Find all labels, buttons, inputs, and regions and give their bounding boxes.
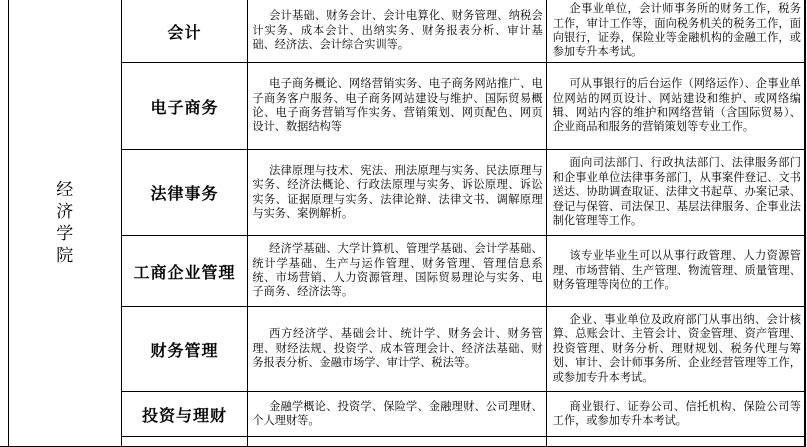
table-row bbox=[0, 150, 805, 236]
left-margin-cell bbox=[0, 0, 8, 447]
major-name: 财务管理 bbox=[121, 307, 248, 392]
table-row bbox=[0, 0, 805, 63]
course-list: 金融学概论、投资学、保险学、金融理财、公司理财、个人理财等。 bbox=[248, 392, 546, 437]
course-list: 会计基础、财务会计、会计电算化、财务管理、纳税会计实务、成本会计、出纳实务、财务报表分析、审计基础、经济法、会计综合实训等。 bbox=[248, 0, 546, 63]
college-cell bbox=[8, 0, 121, 447]
table-row bbox=[0, 236, 805, 307]
career-description: 企业、事业单位及政府部门从事出纳、会计核算、总账会计、主管会计、资金管理、资产管理、投资管理、财务分析、理财规划、税务代理与筹划、审计、会计师事务所、企业经营管理等工作，或参加专升本考试。 bbox=[546, 307, 805, 392]
course-list: 法律原理与技术、宪法、刑法原理与实务、民法原理与实务、经济法概论、行政法原理与实务、诉讼原理、诉讼实务、证据原理与实务、法律论辩、法律文书、调解原理与实务、案例解析。 bbox=[248, 150, 546, 236]
career-description: 面向司法部门、行政执法部门、法律服务部门和企事业单位法律事务部门，从事案件登记、文书送达、协助调查取证、法律文书起草、办案记录、登记与保管、司法保卫、基层法律服务、企事业法制化管理等工作。 bbox=[546, 150, 805, 236]
college-char: 经 bbox=[56, 180, 74, 200]
college-name bbox=[9, 179, 121, 267]
table-row bbox=[0, 437, 805, 447]
college-char: 学 bbox=[56, 224, 74, 244]
table-row bbox=[0, 63, 805, 150]
career-description: 可从事银行的后台运作（网络运作）、企事业单位网站的网页设计、网站建设和维护、或网络编辑、网站内容的维护和网络营销（含国际贸易）、企业商品和服务的营销策划等专业工作。 bbox=[546, 63, 805, 150]
major-name: 电子商务 bbox=[121, 63, 248, 150]
college-char: 济 bbox=[56, 202, 74, 222]
major-name: 法律事务 bbox=[121, 150, 248, 236]
major-name: 会计 bbox=[121, 0, 248, 63]
course-list: 西方经济学、基础会计、统计学、财务会计、财务管理、财经法规、投资学、成本管理会计、经济法基础、财务报表分析、金融市场学、审计学、税法等。 bbox=[248, 307, 546, 392]
career-description: 企事业单位，会计师事务所的财务工作，税务工作，审计工作等，面向税务机关的税务工作，面向银行，证券，保险业等金融机构的金融工作，或参加专升本考试。 bbox=[546, 0, 805, 63]
career-description: 该专业毕业生可以从事行政管理、人力资源管理、市场营销、生产管理、物流管理、质量管理、财务管理等岗位的工作。 bbox=[546, 236, 805, 307]
course-list: 经济学基础、大学计算机、管理学基础、会计学基础、统计学基础、生产与运作管理、财务管理、管理信息系统、市场营销、人力资源管理、国际贸易理论与实务、电子商务、经济法等。 bbox=[248, 236, 546, 307]
empty-cell bbox=[546, 437, 805, 447]
major-name: 投资与理财 bbox=[121, 392, 248, 437]
empty-cell bbox=[121, 437, 248, 447]
table-row bbox=[0, 392, 805, 437]
college-char: 院 bbox=[56, 246, 74, 266]
empty-cell bbox=[248, 437, 546, 447]
table-row bbox=[0, 307, 805, 392]
major-name: 工商企业管理 bbox=[121, 236, 248, 307]
course-list: 电子商务概论、网络营销实务、电子商务网站推广、电子商务客户服务、电子商务网站建设与维护、国际贸易概论、电子商务营销写作实务、营销策划、网页配色、网页设计、数据结构等 bbox=[248, 63, 546, 150]
career-description: 商业银行、证券公司、信托机构、保险公司等工作，或参加专升本考试。 bbox=[546, 392, 805, 437]
